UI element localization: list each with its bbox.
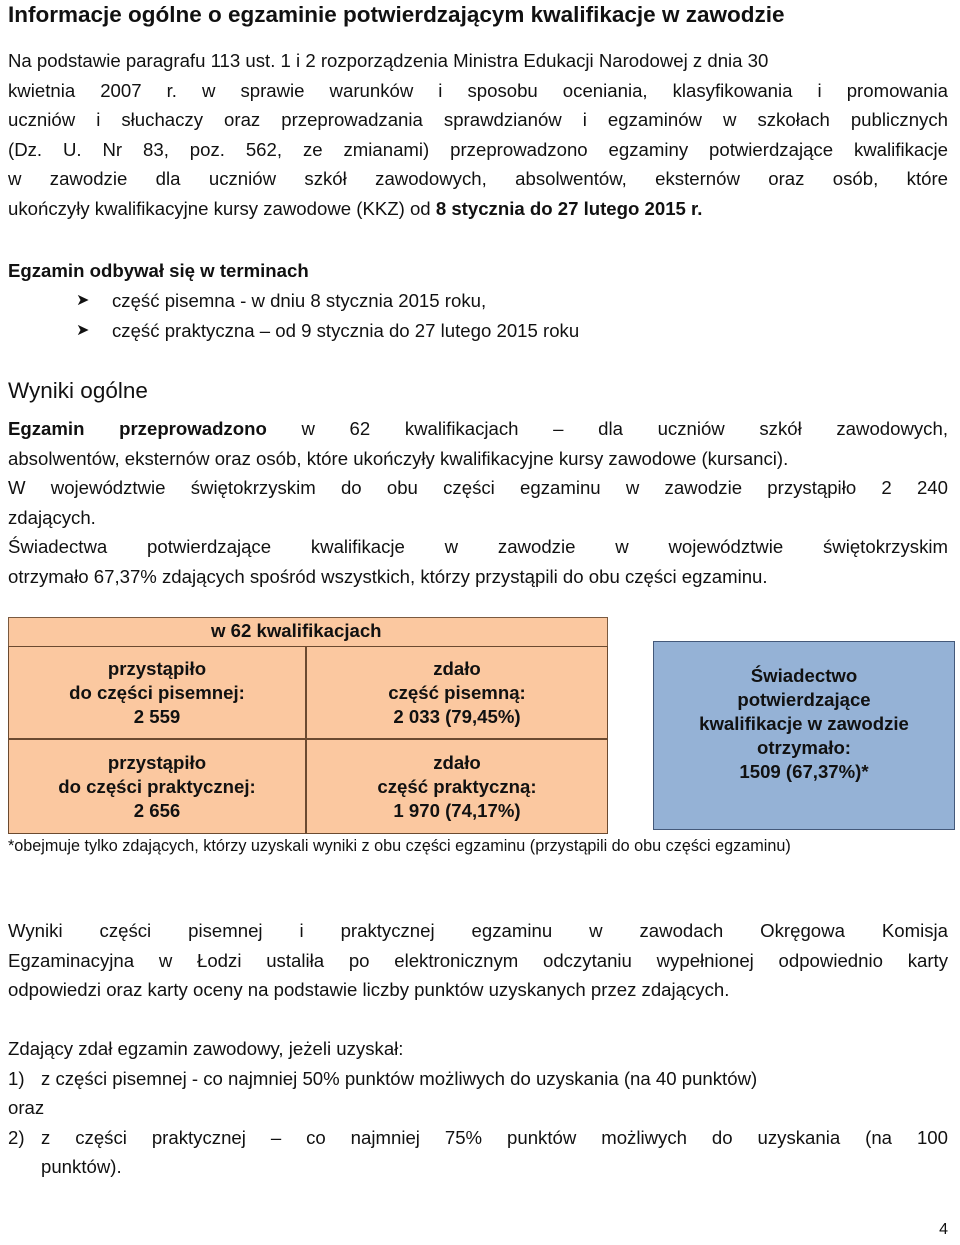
results-paragraph: [8, 414, 948, 591]
cell-line: 1509 (67,37%)*: [739, 761, 869, 782]
cell-line: Świadectwo: [750, 665, 858, 686]
intro-line: (Dz. U. Nr 83, poz. 562, ze zmianami) przeprowadzono egzaminy potwierdzające kwalifikacje: [8, 138, 948, 160]
cell-line: 2 656: [133, 799, 181, 821]
cell-line: do części pisemnej:: [69, 681, 245, 703]
results-bold: Egzamin przeprowadzono: [8, 418, 267, 439]
cell-line: 2 559: [133, 705, 181, 727]
arrow-bullet-icon: ➤: [76, 321, 90, 339]
terms-heading-text: Egzamin odbywał się w terminach: [8, 260, 309, 281]
intro-line: kwietnia 2007 r. w sprawie warunków i sposobu oceniania, klasyfikowania i promowania: [8, 79, 948, 101]
cell-line: 2 033 (79,45%): [393, 705, 521, 727]
list-item: [8, 1064, 948, 1094]
results-line: otrzymało 67,37% zdających spośród wszystkich, którzy przystąpili do obu części egzaminu.: [8, 565, 768, 587]
cell-line: zdało: [433, 751, 481, 773]
pass-criteria: [8, 1034, 948, 1182]
method-line: Egzaminacyjna w Łodzi ustaliła po elektronicznym odczytaniu wypełnionej odpowiednio karty: [8, 949, 948, 971]
terms-list: [76, 286, 579, 345]
intro-line: w zawodzie dla uczniów szkół zawodowych, absolwentów, eksternów oraz osób, które: [8, 168, 948, 189]
page-title: Informacje ogólne o egzaminie potwierdzającym kwalifikacje w zawodzie: [8, 2, 785, 27]
intro-text: ukończyły kwalifikacyjne kursy zawodowe (KKZ) od: [8, 197, 436, 219]
terms-heading: [8, 256, 948, 286]
list-number: 1): [8, 1067, 25, 1089]
certificate-box: [653, 641, 955, 830]
term-written: część pisemna - w dniu 8 stycznia 2015 roku,: [112, 290, 487, 311]
criterion-practical: [41, 1123, 948, 1182]
qualifications-title: w 62 kwalifikacjach: [211, 620, 382, 641]
list-item: [76, 316, 579, 346]
list-number: 2): [8, 1126, 25, 1148]
cell-line: część pisemną:: [388, 681, 526, 703]
term-practical: część praktyczna – od 9 stycznia do 27 lutego 2015 roku: [112, 319, 580, 341]
criterion-written: z części pisemnej - co najmniej 50% punktów możliwych do uzyskania (na 40 punktów): [41, 1067, 758, 1089]
cell-line: potwierdzające: [737, 689, 871, 710]
practical-passed-cell: [306, 739, 608, 834]
written-passed-cell: [306, 646, 608, 739]
intro-paragraph: [8, 46, 948, 223]
page-number: 4: [939, 1221, 948, 1238]
results-line: W województwie świętokrzyskim do obu części egzaminu w zawodzie przystąpiło 2 240: [8, 477, 948, 498]
cell-line: otrzymało:: [756, 737, 851, 758]
results-heading: Wyniki ogólne: [8, 378, 148, 403]
criterion-line: z części praktycznej – co najmniej 75% punktów możliwych do uzyskania (na 100: [41, 1126, 948, 1148]
results-line: Świadectwa potwierdzające kwalifikacje w zawodzie w województwie świętokrzyskim: [8, 536, 948, 557]
arrow-bullet-icon: ➤: [76, 292, 90, 309]
results-line: [8, 414, 948, 444]
footnote: *obejmuje tylko zdających, którzy uzyskali wyniki z obu części egzaminu (przystąpili do obu części egzaminu): [8, 837, 791, 855]
cell-line: część praktyczną:: [377, 775, 537, 797]
pass-intro: Zdający zdał egzamin zawodowy, jeżeli uzyskał:: [8, 1038, 404, 1059]
method-paragraph: [8, 916, 948, 1005]
intro-line-dates: [8, 194, 948, 224]
results-line: zdających.: [8, 506, 96, 528]
oraz-text: oraz: [8, 1097, 45, 1118]
cell-line: 1 970 (74,17%): [393, 799, 521, 821]
cell-line: do części praktycznej:: [58, 775, 256, 797]
exam-dates: 8 stycznia do 27 lutego 2015 r.: [435, 197, 703, 219]
cell-line: przystąpiło: [107, 751, 207, 773]
written-taken-cell: [8, 646, 306, 739]
practical-taken-cell: [8, 739, 306, 834]
results-line: absolwentów, eksternów oraz osób, które ukończyły kwalifikacyjne kursy zawodowe (kursanci).: [8, 447, 789, 469]
criterion-line: punktów).: [41, 1156, 122, 1177]
results-text: w 62 kwalifikacjach – dla uczniów szkół zawodowych,: [266, 418, 948, 439]
method-line: odpowiedzi oraz karty oceny na podstawie liczby punktów uzyskanych przez zdających.: [8, 979, 730, 1000]
cell-line: przystąpiło: [107, 657, 207, 679]
intro-line: uczniów i słuchaczy oraz przeprowadzania sprawdzianów i egzaminów w szkołach publicznych: [8, 109, 948, 130]
cell-line: zdało: [433, 657, 481, 679]
intro-line: Na podstawie paragrafu 113 ust. 1 i 2 rozporządzenia Ministra Edukacji Narodowej z dnia 30: [8, 50, 769, 71]
list-item: [76, 286, 579, 316]
method-line: Wyniki części pisemnej i praktycznej egzaminu w zawodach Okręgowa Komisja: [8, 920, 948, 941]
cell-line: kwalifikacje w zawodzie: [699, 713, 909, 734]
list-item: [8, 1123, 948, 1182]
